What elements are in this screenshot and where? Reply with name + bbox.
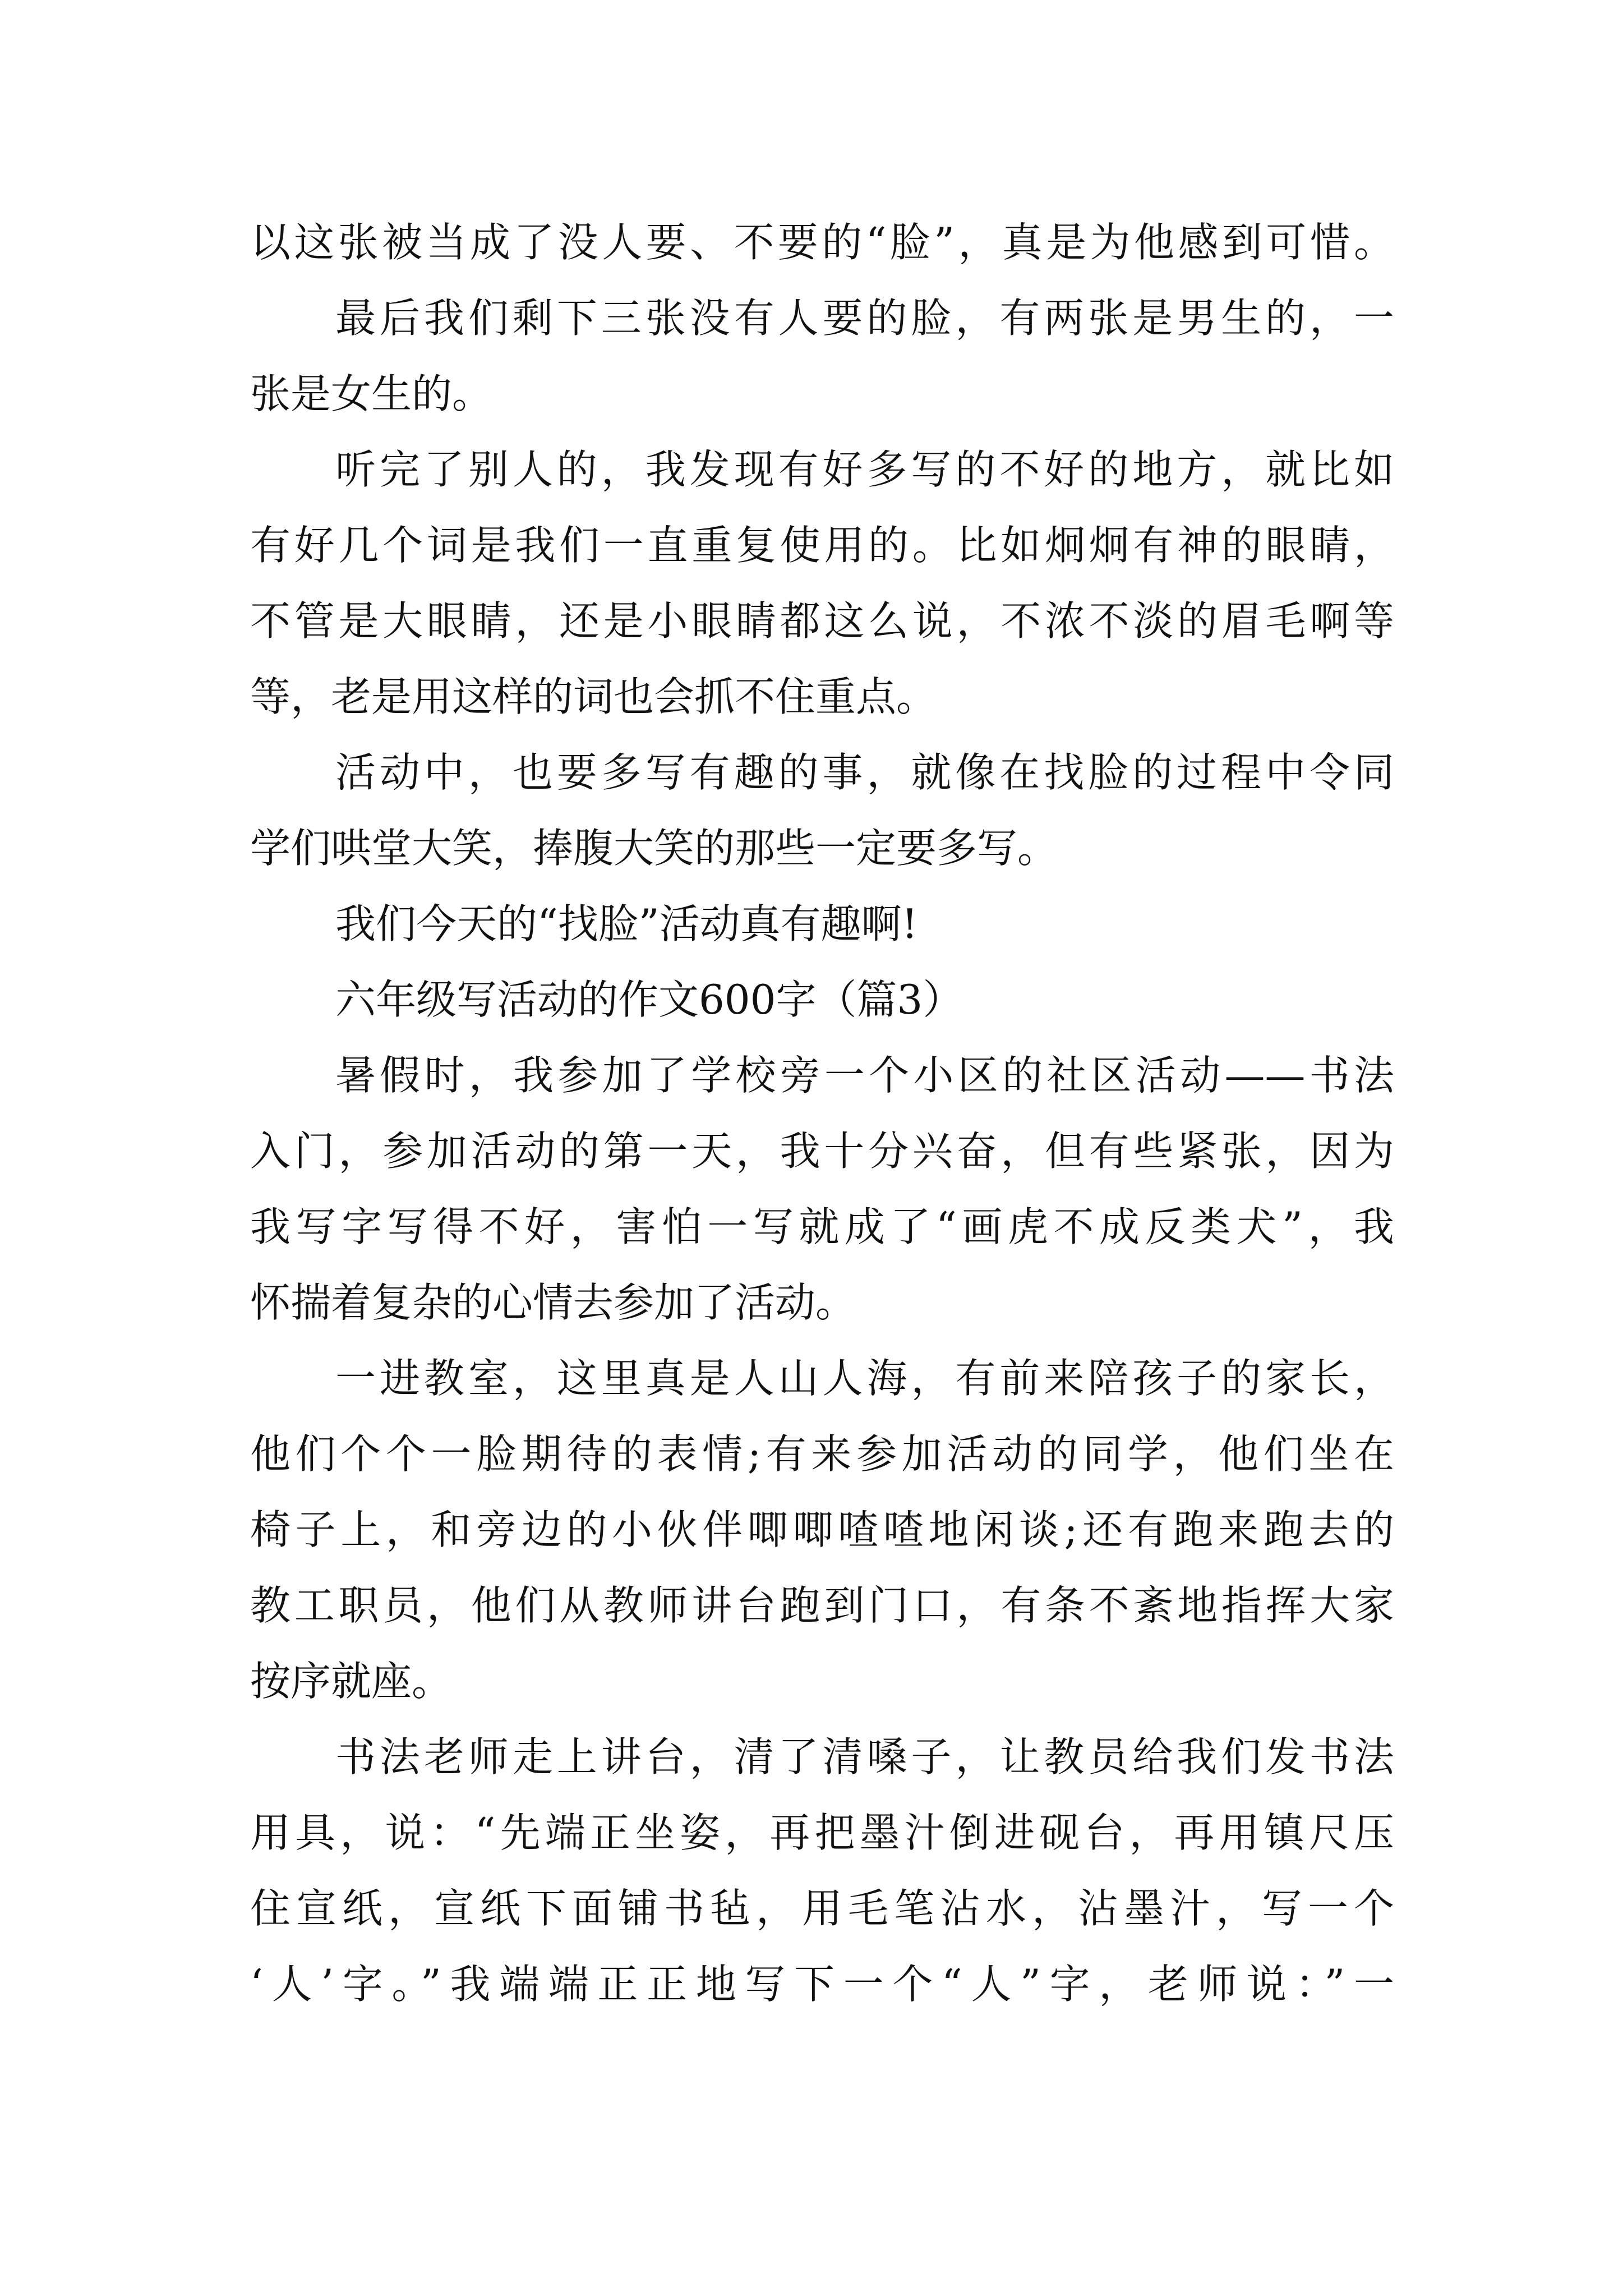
text-line: 我们今天的“找脸”活动真有趣啊! (335, 900, 918, 947)
text-line: 张是女生的。 (250, 370, 493, 417)
text-line: 我写字写得不好，害怕一写就成了“画虎不成反类犬”，我 (250, 1203, 1394, 1250)
text-line: 住宣纸，宣纸下面铺书毡，用毛笔沾水，沾墨汁，写一个 (250, 1885, 1394, 1932)
text-line: 最后我们剩下三张没有人要的脸，有两张是男生的，一 (335, 295, 1394, 342)
text-line: 听完了别人的，我发现有好多写的不好的地方，就比如 (335, 446, 1394, 493)
text-line: ‘人’字。”我端端正正地写下一个“人”字，老师说：”一 (250, 1961, 1394, 2008)
text-line: 按序就座。 (250, 1658, 453, 1705)
text-line: 书法老师走上讲台，清了清嗓子，让教员给我们发书法 (335, 1733, 1394, 1780)
section-heading: 六年级写活动的作文600字（篇3） (335, 976, 963, 1023)
text-line: 学们哄堂大笑，捧腹大笑的那些一定要多写。 (250, 825, 1058, 872)
text-line: 他们个个一脸期待的表情;有来参加活动的同学，他们坐在 (250, 1430, 1394, 1478)
text-line: 入门，参加活动的第一天，我十分兴奋，但有些紧张，因为 (250, 1128, 1394, 1175)
document-body (250, 205, 1394, 2022)
text-line: 椅子上，和旁边的小伙伴唧唧喳喳地闲谈;还有跑来跑去的 (250, 1506, 1394, 1553)
text-line: 不管是大眼睛，还是小眼睛都这么说，不浓不淡的眉毛啊等 (250, 597, 1394, 645)
text-line: 教工职员，他们从教师讲台跑到门口，有条不紊地指挥大家 (250, 1582, 1394, 1629)
text-line: 活动中，也要多写有趣的事，就像在找脸的过程中令同 (335, 749, 1394, 796)
text-line: 一进教室，这里真是人山人海，有前来陪孩子的家长， (335, 1355, 1394, 1402)
text-line: 有好几个词是我们一直重复使用的。比如炯炯有神的眼睛， (250, 522, 1394, 569)
text-line: 等，老是用这样的词也会抓不住重点。 (250, 673, 937, 720)
text-line: 用具，说：“先端正坐姿，再把墨汁倒进砚台，再用镇尺压 (250, 1809, 1394, 1856)
text-line: 以这张被当成了没人要、不要的“脸”，真是为他感到可惜。 (250, 219, 1394, 266)
text-line: 暑假时，我参加了学校旁一个小区的社区活动——书法 (335, 1052, 1394, 1099)
text-line: 怀揣着复杂的心情去参加了活动。 (250, 1279, 856, 1326)
